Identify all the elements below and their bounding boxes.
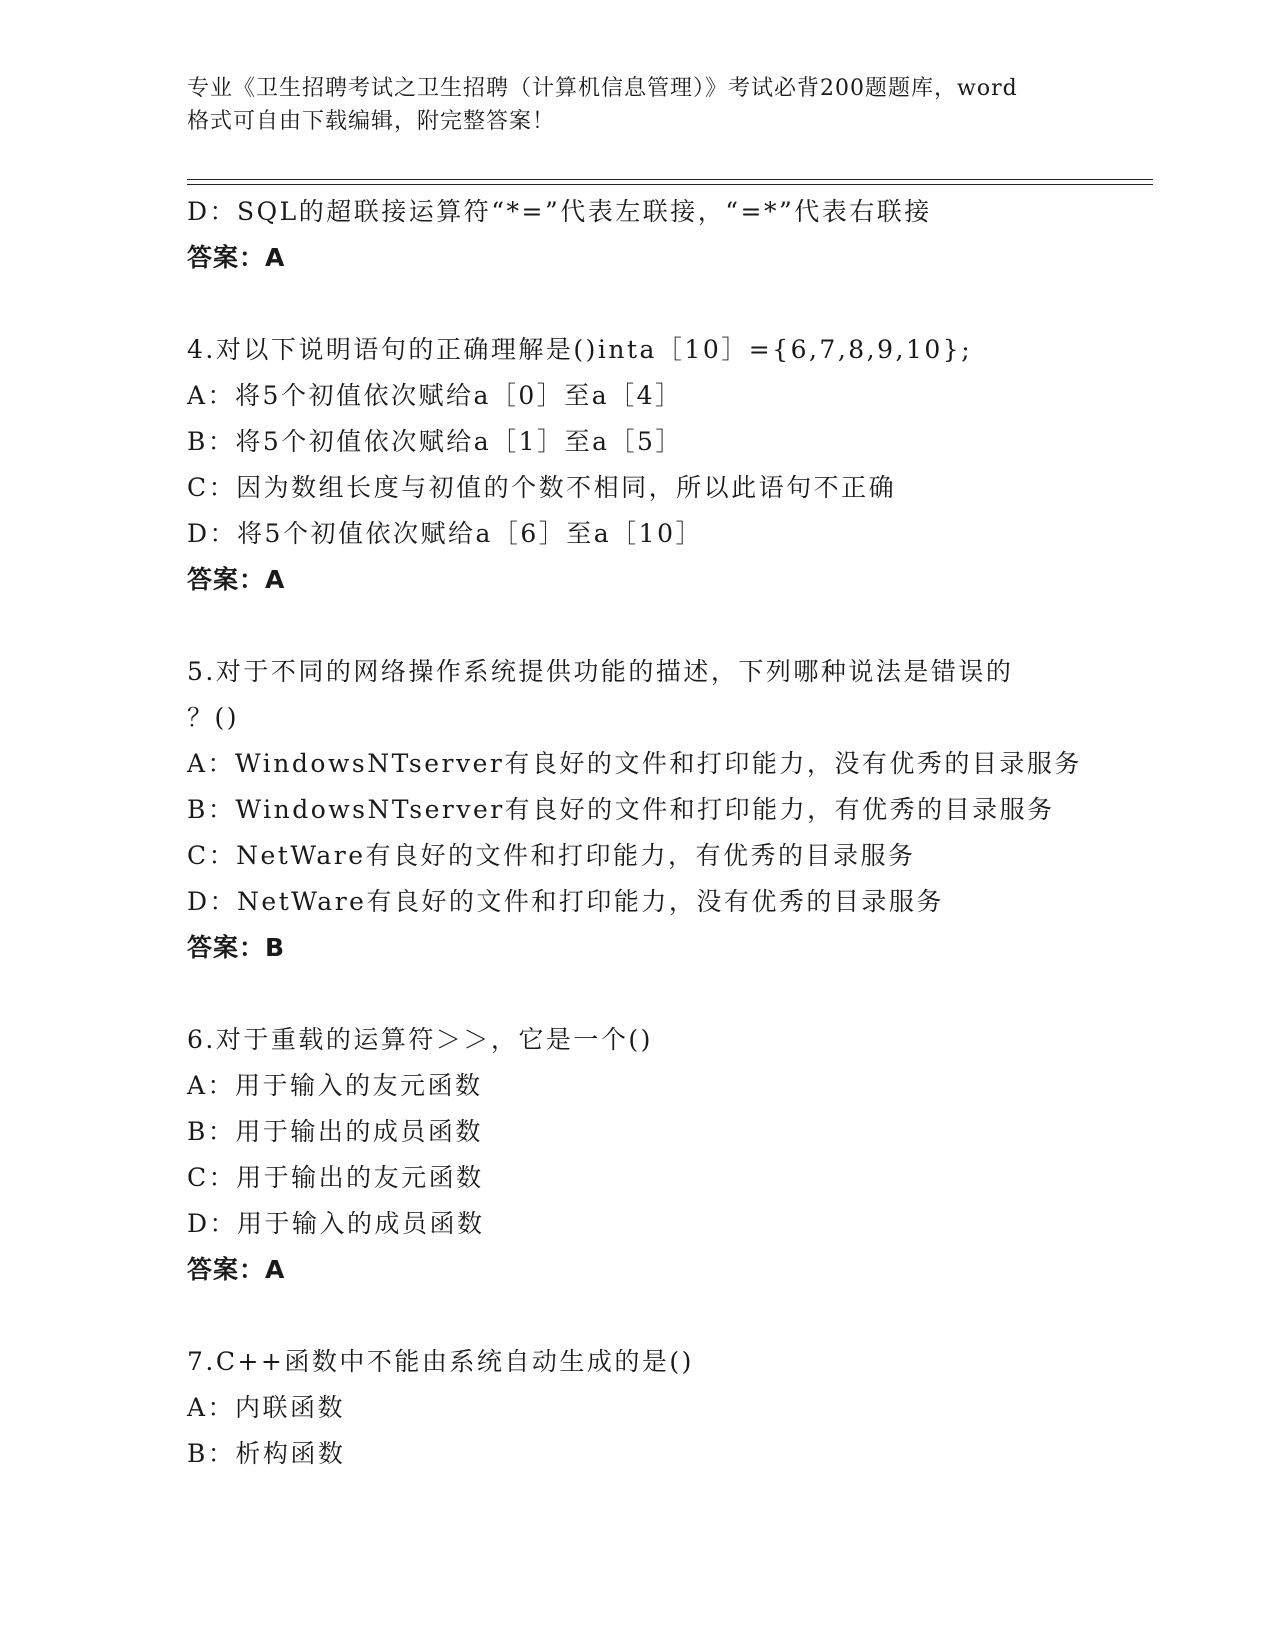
spacer	[187, 603, 1153, 649]
header-line-2: 格式可自由下载编辑，附完整答案！	[187, 109, 556, 134]
option-a: A：将5个初值依次赋给a［0］至a［4］	[187, 381, 683, 410]
option-a: A：用于输入的友元函数	[187, 1071, 483, 1100]
question-stem: 4.对以下说明语句的正确理解是()inta［10］={6,7,8,9,10};	[187, 335, 973, 364]
answer-line: 答案：A	[187, 1255, 286, 1284]
option-d: D：SQL的超联接运算符“*=”代表左联接，“=*”代表右联接	[187, 197, 932, 226]
question-stem: 5.对于不同的网络操作系统提供功能的描述，下列哪种说法是错误的	[187, 657, 1014, 686]
question-stem: 6.对于重载的运算符＞＞，它是一个()	[187, 1025, 653, 1054]
question-4	[187, 327, 1153, 603]
question-list	[187, 189, 1153, 1477]
spacer	[187, 971, 1153, 1017]
option-a: A：WindowsNTserver有良好的文件和打印能力，没有优秀的目录服务	[187, 749, 1082, 778]
option-c: C：NetWare有良好的文件和打印能力，有优秀的目录服务	[187, 841, 916, 870]
option-d: D：将5个初值依次赋给a［6］至a［10］	[187, 519, 703, 548]
question-7	[187, 1339, 1153, 1477]
question-stem-continued: ？()	[187, 703, 240, 732]
option-b: B：用于输出的成员函数	[187, 1117, 483, 1146]
document-header	[187, 72, 1087, 138]
option-c: C：因为数组长度与初值的个数不相同，所以此语句不正确	[187, 473, 897, 502]
question-stem: 7.C++函数中不能由系统自动生成的是()	[187, 1347, 694, 1376]
option-b: B：将5个初值依次赋给a［1］至a［5］	[187, 427, 683, 456]
option-a: A：内联函数	[187, 1393, 346, 1422]
header-divider-top	[187, 179, 1153, 180]
answer-line: 答案：B	[187, 933, 286, 962]
option-b: B：析构函数	[187, 1439, 346, 1468]
question-5	[187, 649, 1153, 971]
answer-line: 答案：A	[187, 565, 286, 594]
option-b: B：WindowsNTserver有良好的文件和打印能力，有优秀的目录服务	[187, 795, 1055, 824]
option-d: D：用于输入的成员函数	[187, 1209, 485, 1238]
header-line-1: 专业《卫生招聘考试之卫生招聘（计算机信息管理）》考试必背200题题库，word	[187, 76, 1018, 101]
answer-line: 答案：A	[187, 243, 286, 272]
option-c: C：用于输出的友元函数	[187, 1163, 484, 1192]
spacer	[187, 1293, 1153, 1339]
header-divider-bottom	[187, 184, 1153, 185]
question-3-tail	[187, 189, 1153, 281]
option-d: D：NetWare有良好的文件和打印能力，没有优秀的目录服务	[187, 887, 944, 916]
spacer	[187, 281, 1153, 327]
question-6	[187, 1017, 1153, 1293]
